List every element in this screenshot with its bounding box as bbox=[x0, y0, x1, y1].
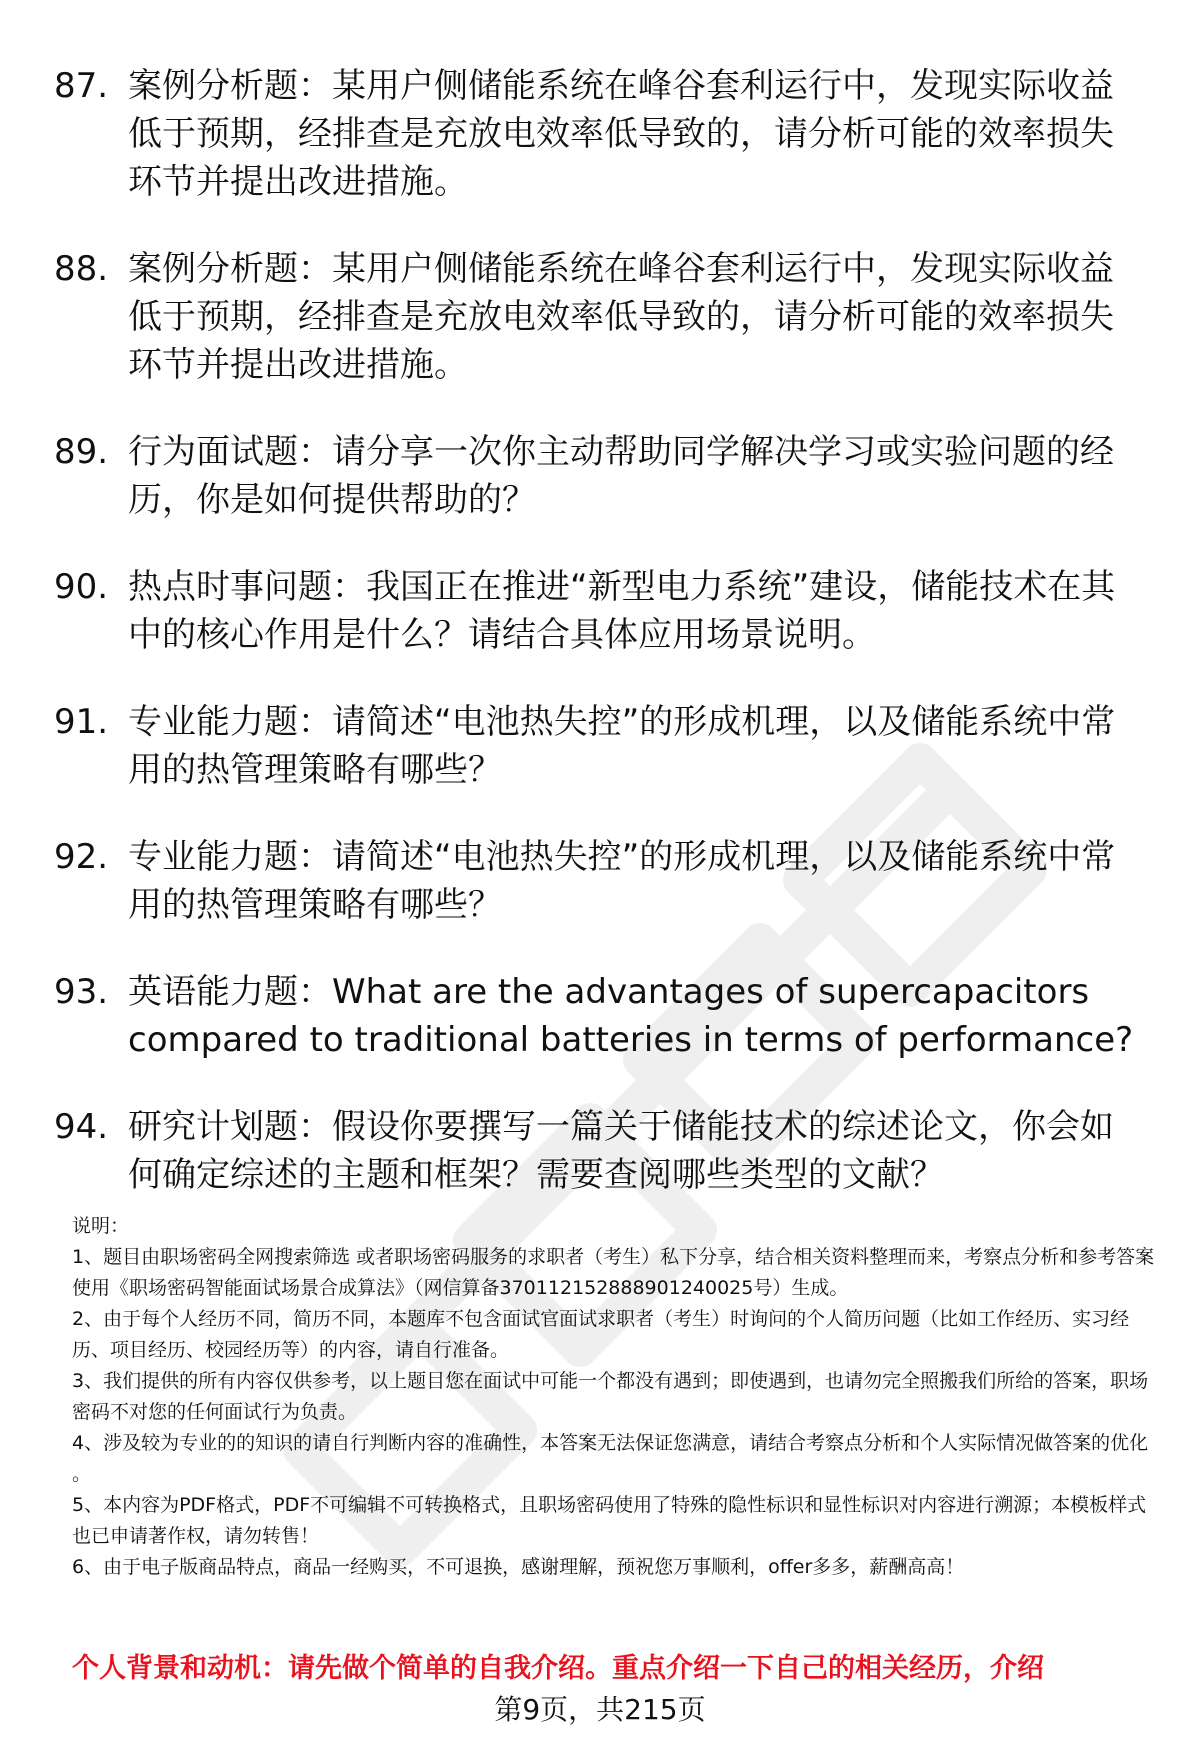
question-text: 专业能力题：请简述“电池热失控”的形成机理，以及储能系统中常用的热管理策略有哪些？ bbox=[128, 837, 1116, 925]
question-text: 专业能力题：请简述“电池热失控”的形成机理，以及储能系统中常用的热管理策略有哪些？ bbox=[128, 702, 1116, 790]
question-number: 91. bbox=[54, 702, 109, 742]
note-item: 5、本内容为PDF格式，PDF不可编辑不可转换格式，且职场密码使用了特殊的隐性标识和显性标识对内容进行溯源；本模板样式也已申请著作权，请勿转售！ bbox=[72, 1494, 1147, 1547]
question-item bbox=[54, 833, 1154, 929]
question-item bbox=[54, 428, 1154, 524]
question-item bbox=[54, 62, 1154, 206]
question-number: 93. bbox=[54, 972, 109, 1012]
question-number: 94. bbox=[54, 1107, 109, 1147]
note-item: 1、题目由职场密码全网搜索筛选 或者职场密码服务的求职者（考生）私下分享，结合相关资料整理而来，考察点分析和参考答案使用《职场密码智能面试场景合成算法》（网信算备370112152888901240025号）生成。 bbox=[72, 1246, 1155, 1299]
question-text: 行为面试题：请分享一次你主动帮助同学解决学习或实验问题的经历，你是如何提供帮助的？ bbox=[128, 432, 1114, 520]
question-number: 88. bbox=[54, 249, 109, 289]
question-item bbox=[54, 1103, 1154, 1199]
question-item bbox=[54, 698, 1154, 794]
question-number: 87. bbox=[54, 66, 109, 106]
question-number: 92. bbox=[54, 837, 109, 877]
note-item: 3、我们提供的所有内容仅供参考，以上题目您在面试中可能一个都没有遇到；即使遇到，也请勿完全照搬我们所给的答案，职场密码不对您的任何面试行为负责。 bbox=[72, 1370, 1149, 1423]
question-text: 热点时事问题：我国正在推进“新型电力系统”建设，储能技术在其中的核心作用是什么？请结合具体应用场景说明。 bbox=[128, 567, 1116, 655]
notes-section bbox=[72, 1211, 1162, 1583]
note-item: 4、涉及较为专业的的知识的请自行判断内容的准确性，本答案无法保证您满意，请结合考察点分析和个人实际情况做答案的优化 。 bbox=[72, 1432, 1149, 1485]
page-number: 第9页，共215页 bbox=[494, 1693, 706, 1726]
promo-question-text: 个人背景和动机：请先做个简单的自我介绍。重点介绍一下自己的相关经历，介绍 bbox=[72, 1653, 1044, 1684]
question-text: 案例分析题：某用户侧储能系统在峰谷套利运行中，发现实际收益低于预期，经排查是充放电效率低导致的，请分析可能的效率损失环节并提出改进措施。 bbox=[128, 66, 1114, 202]
notes-title: 说明： bbox=[72, 1215, 130, 1237]
question-item bbox=[54, 968, 1154, 1064]
question-text: 英语能力题：What are the advantages of supercapacitors compared to traditional batteries in terms of performance? bbox=[128, 972, 1134, 1060]
question-number: 90. bbox=[54, 567, 109, 607]
note-item: 6、由于电子版商品特点，商品一经购买，不可退换，感谢理解，预祝您万事顺利，offer多多，薪酬高高！ bbox=[72, 1556, 965, 1578]
question-number: 89. bbox=[54, 432, 109, 472]
question-text: 案例分析题：某用户侧储能系统在峰谷套利运行中，发现实际收益低于预期，经排查是充放电效率低导致的，请分析可能的效率损失环节并提出改进措施。 bbox=[128, 249, 1114, 385]
note-item: 2、由于每个人经历不同，简历不同，本题库不包含面试官面试求职者（考生）时询问的个人简历问题（比如工作经历、实习经历、项目经历、校园经历等）的内容，请自行准备。 bbox=[72, 1308, 1130, 1361]
question-item bbox=[54, 563, 1154, 659]
question-text: 研究计划题：假设你要撰写一篇关于储能技术的综述论文，你会如何确定综述的主题和框架？需要查阅哪些类型的文献？ bbox=[128, 1107, 1114, 1195]
question-list bbox=[54, 62, 1154, 1238]
question-item bbox=[54, 245, 1154, 389]
